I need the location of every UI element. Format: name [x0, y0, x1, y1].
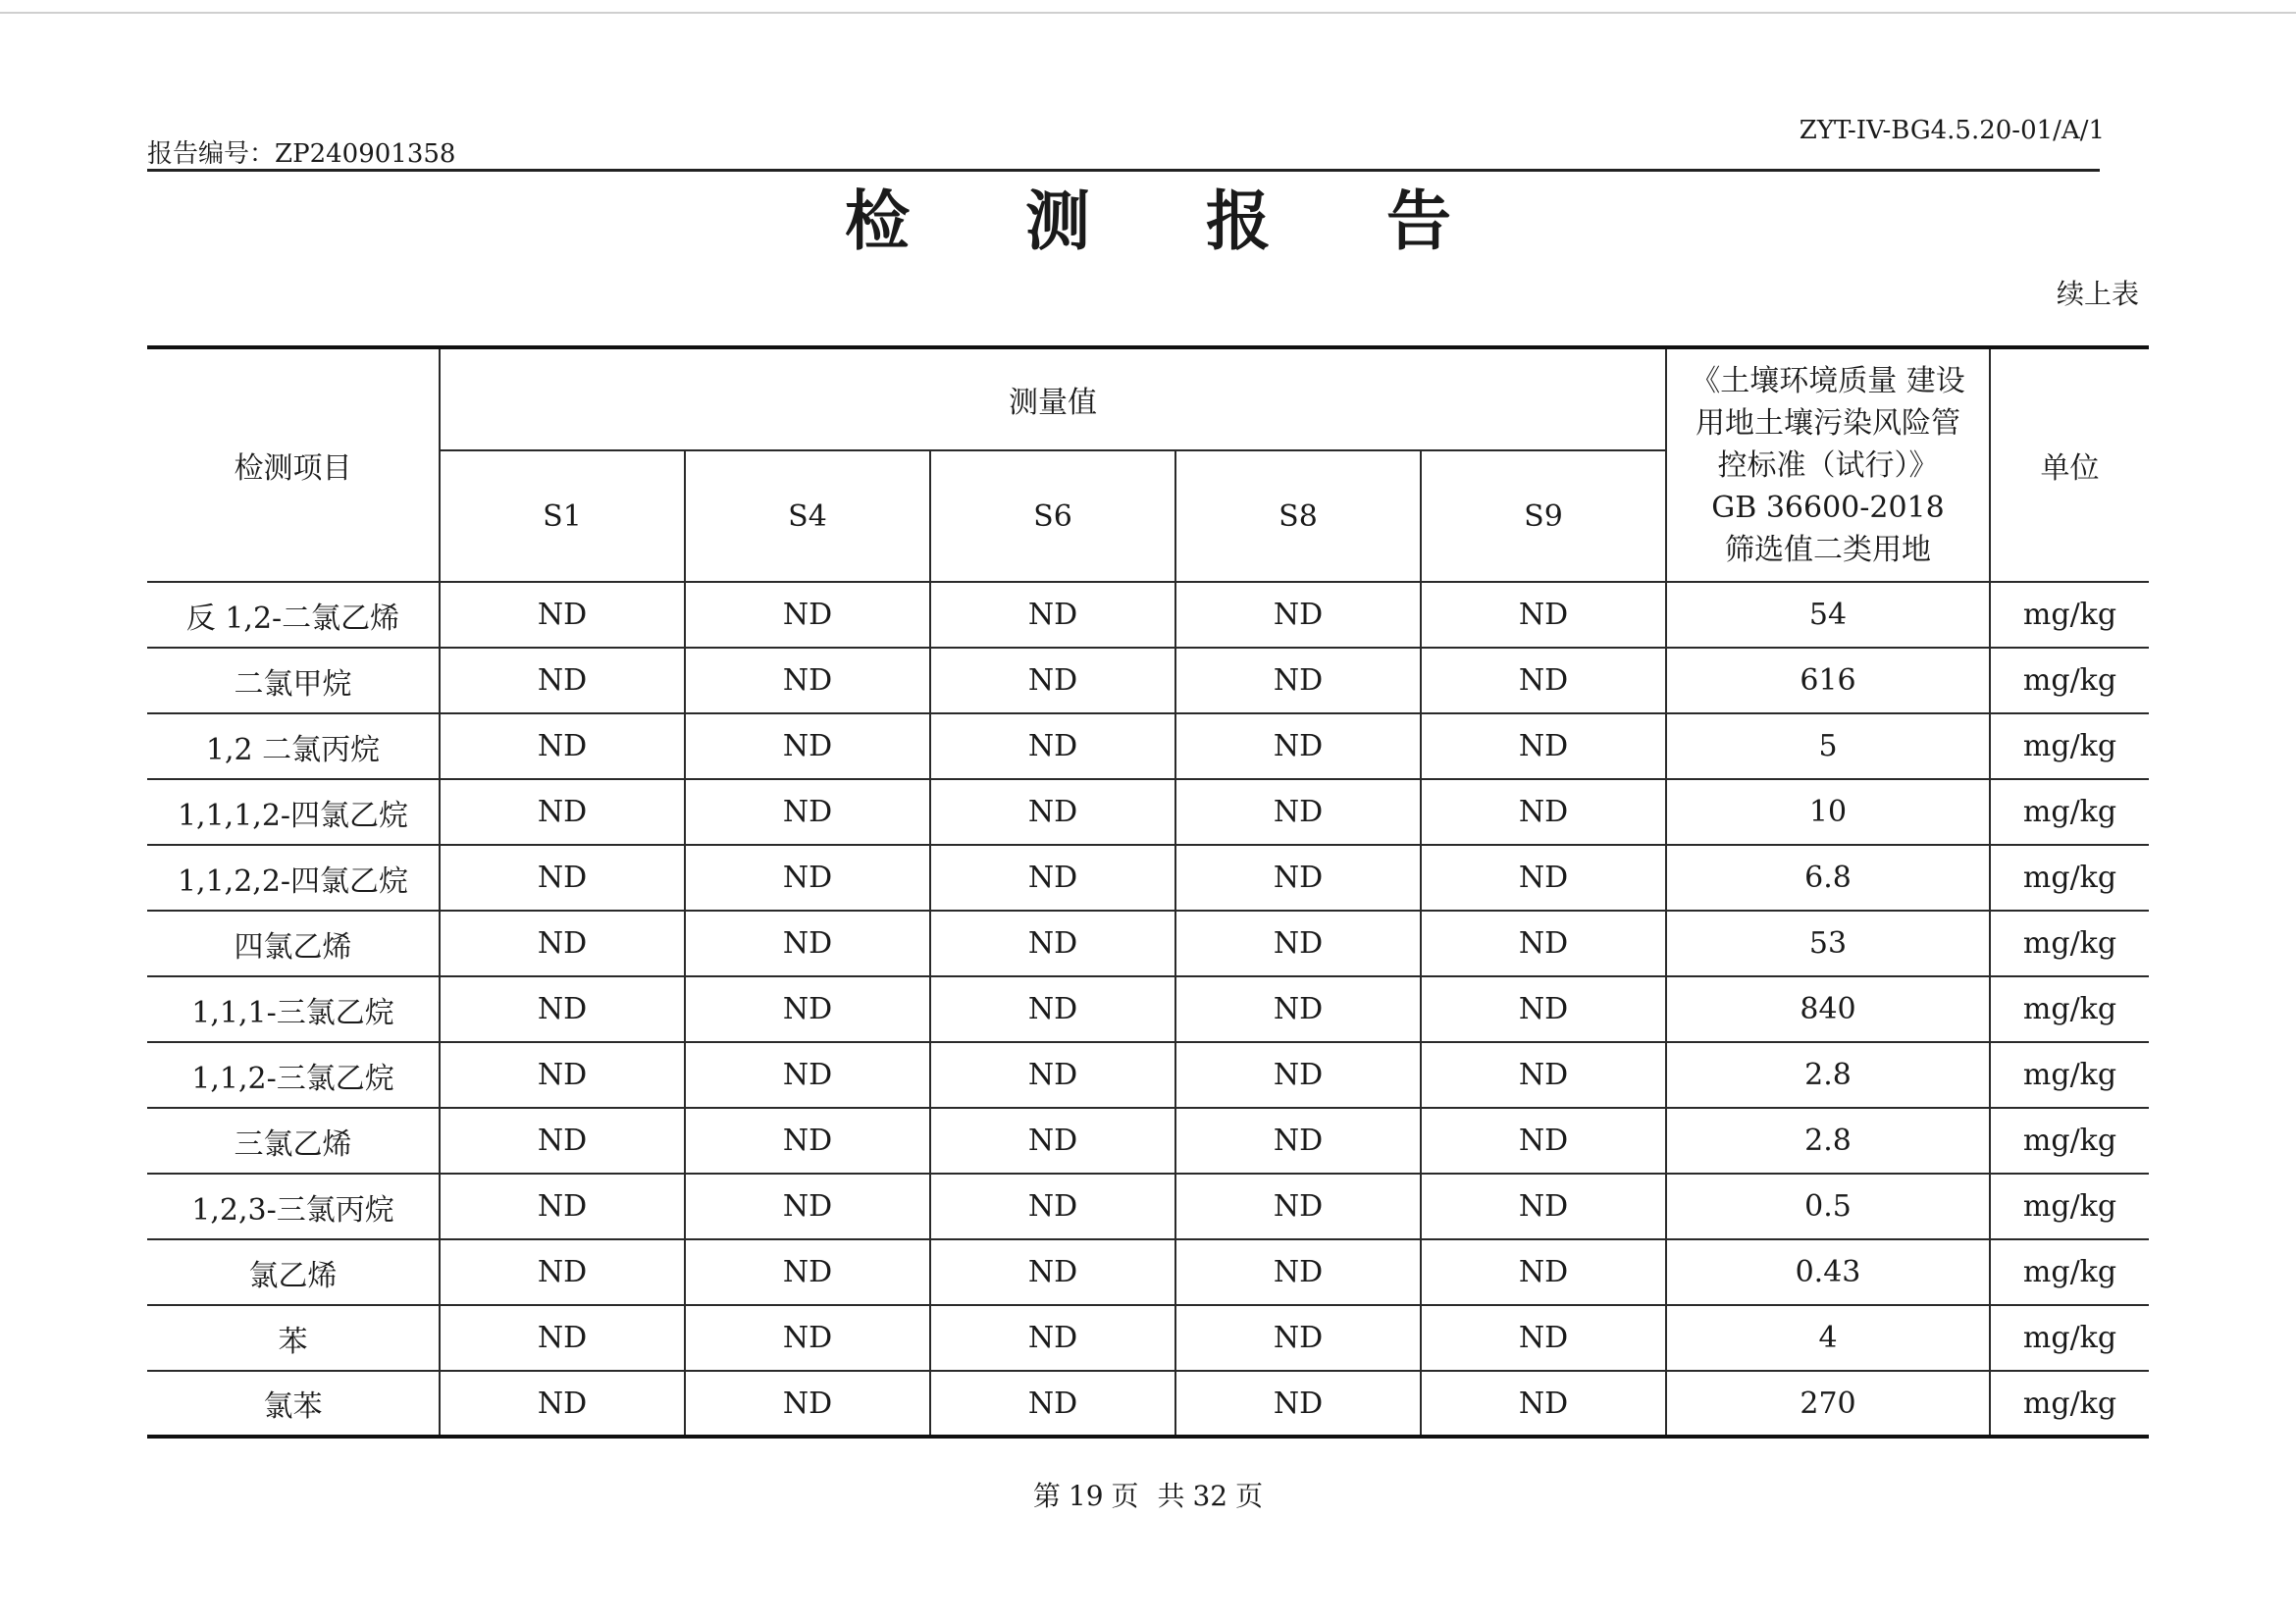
measured-value-cell: ND	[440, 911, 685, 976]
table-row	[147, 845, 2149, 911]
item-cell: 二氯甲烷	[147, 648, 440, 713]
measured-value-cell: ND	[685, 713, 930, 779]
measured-value-cell: ND	[930, 1305, 1175, 1371]
unit-header: 单位	[1990, 347, 2149, 582]
standard-value-cell: 2.8	[1666, 1108, 1990, 1174]
item-cell: 氯乙烯	[147, 1239, 440, 1305]
footer-middle: 页 共	[1111, 1480, 1185, 1512]
sample-header-s9: S9	[1421, 450, 1666, 582]
footer-total-pages: 32	[1192, 1480, 1228, 1512]
measured-value-cell: ND	[685, 1042, 930, 1108]
measured-value-cell: ND	[685, 582, 930, 648]
unit-cell: mg/kg	[1990, 779, 2149, 845]
table-row	[147, 648, 2149, 713]
measured-value-cell: ND	[930, 1108, 1175, 1174]
item-cell: 四氯乙烯	[147, 911, 440, 976]
measured-value-cell: ND	[1175, 1371, 1421, 1437]
measured-value-cell: ND	[440, 1042, 685, 1108]
measured-value-cell: ND	[1421, 1042, 1666, 1108]
item-cell: 1,1,1,2-四氯乙烷	[147, 779, 440, 845]
measured-value-cell: ND	[440, 845, 685, 911]
measured-value-cell: ND	[685, 845, 930, 911]
standard-value-cell: 616	[1666, 648, 1990, 713]
table-row	[147, 1305, 2149, 1371]
results-table	[147, 345, 2149, 1439]
measured-value-cell: ND	[1175, 1239, 1421, 1305]
measured-value-cell: ND	[685, 976, 930, 1042]
sample-header-s6: S6	[930, 450, 1175, 582]
item-cell: 1,2 二氯丙烷	[147, 713, 440, 779]
results-body	[147, 582, 2149, 1437]
measured-value-cell: ND	[440, 1371, 685, 1437]
standard-value-cell: 2.8	[1666, 1042, 1990, 1108]
header-row-1	[147, 347, 2149, 450]
sample-header-s4: S4	[685, 450, 930, 582]
table-row	[147, 911, 2149, 976]
unit-cell: mg/kg	[1990, 1371, 2149, 1437]
measured-value-cell: ND	[440, 582, 685, 648]
measured-value-cell: ND	[1421, 845, 1666, 911]
standard-header-line: 《土壤环境质量 建设	[1691, 363, 1965, 398]
footer-prefix: 第	[1032, 1480, 1061, 1512]
measured-value-cell: ND	[1175, 845, 1421, 911]
standard-value-cell: 840	[1666, 976, 1990, 1042]
measured-value-cell: ND	[930, 713, 1175, 779]
measured-value-cell: ND	[1421, 1371, 1666, 1437]
measured-value-cell: ND	[440, 713, 685, 779]
table-row	[147, 1371, 2149, 1437]
item-cell: 氯苯	[147, 1371, 440, 1437]
item-cell: 苯	[147, 1305, 440, 1371]
measured-value-cell: ND	[1175, 1042, 1421, 1108]
measured-value-cell: ND	[930, 1371, 1175, 1437]
measured-value-cell: ND	[685, 1239, 930, 1305]
unit-cell: mg/kg	[1990, 1042, 2149, 1108]
measured-value-cell: ND	[440, 1174, 685, 1239]
table-row	[147, 976, 2149, 1042]
table-row	[147, 1239, 2149, 1305]
unit-cell: mg/kg	[1990, 1239, 2149, 1305]
item-cell: 1,1,2-三氯乙烷	[147, 1042, 440, 1108]
standard-value-cell: 0.43	[1666, 1239, 1990, 1305]
measured-value-cell: ND	[930, 1042, 1175, 1108]
standard-value-cell: 6.8	[1666, 845, 1990, 911]
table-row	[147, 1108, 2149, 1174]
standard-header-line: 控标准（试行）》	[1717, 447, 1939, 483]
item-cell: 1,2,3-三氯丙烷	[147, 1174, 440, 1239]
unit-cell: mg/kg	[1990, 1174, 2149, 1239]
table-row	[147, 1042, 2149, 1108]
measured-value-cell: ND	[1175, 779, 1421, 845]
standard-value-cell: 53	[1666, 911, 1990, 976]
measured-value-cell: ND	[1175, 911, 1421, 976]
measured-value-cell: ND	[930, 1239, 1175, 1305]
sample-header-s8: S8	[1175, 450, 1421, 582]
measured-value-cell: ND	[1175, 1108, 1421, 1174]
measured-value-cell: ND	[1175, 582, 1421, 648]
standard-header-line: GB 36600-2018	[1711, 490, 1945, 525]
measured-value-cell: ND	[440, 1239, 685, 1305]
measured-value-cell: ND	[930, 976, 1175, 1042]
unit-cell: mg/kg	[1990, 713, 2149, 779]
standard-value-cell: 5	[1666, 713, 1990, 779]
sample-header-s1: S1	[440, 450, 685, 582]
footer-suffix: 页	[1235, 1480, 1264, 1512]
measured-value-cell: ND	[930, 911, 1175, 976]
measured-value-cell: ND	[1175, 1174, 1421, 1239]
measured-value-cell: ND	[685, 911, 930, 976]
measured-value-cell: ND	[440, 976, 685, 1042]
measured-header: 测量值	[440, 347, 1666, 450]
measured-value-cell: ND	[1421, 1174, 1666, 1239]
measured-value-cell: ND	[685, 779, 930, 845]
measured-value-cell: ND	[1421, 976, 1666, 1042]
measured-value-cell: ND	[1421, 1239, 1666, 1305]
standard-header	[1666, 347, 1990, 582]
table-row	[147, 582, 2149, 648]
unit-cell: mg/kg	[1990, 582, 2149, 648]
measured-value-cell: ND	[1175, 713, 1421, 779]
item-cell: 反 1,2-二氯乙烯	[147, 582, 440, 648]
unit-cell: mg/kg	[1990, 845, 2149, 911]
unit-cell: mg/kg	[1990, 1305, 2149, 1371]
measured-value-cell: ND	[1421, 1305, 1666, 1371]
standard-header-line: 筛选值二类用地	[1725, 532, 1931, 567]
standard-value-cell: 10	[1666, 779, 1990, 845]
measured-value-cell: ND	[1421, 1108, 1666, 1174]
measured-value-cell: ND	[930, 582, 1175, 648]
standard-value-cell: 0.5	[1666, 1174, 1990, 1239]
measured-value-cell: ND	[1175, 976, 1421, 1042]
measured-value-cell: ND	[685, 648, 930, 713]
measured-value-cell: ND	[930, 648, 1175, 713]
measured-value-cell: ND	[1421, 911, 1666, 976]
unit-cell: mg/kg	[1990, 1108, 2149, 1174]
measured-value-cell: ND	[930, 845, 1175, 911]
standard-value-cell: 4	[1666, 1305, 1990, 1371]
measured-value-cell: ND	[440, 779, 685, 845]
measured-value-cell: ND	[930, 779, 1175, 845]
measured-value-cell: ND	[685, 1371, 930, 1437]
table-row	[147, 1174, 2149, 1239]
measured-value-cell: ND	[440, 648, 685, 713]
measured-value-cell: ND	[1175, 1305, 1421, 1371]
item-cell: 1,1,1-三氯乙烷	[147, 976, 440, 1042]
item-cell: 三氯乙烯	[147, 1108, 440, 1174]
scan-top-edge	[0, 12, 2296, 14]
standard-value-cell: 54	[1666, 582, 1990, 648]
page-title: 检测报告	[845, 183, 1567, 259]
report-number-value: ZP240901358	[275, 139, 456, 169]
continued-note: 续上表	[2056, 278, 2139, 310]
table-row	[147, 713, 2149, 779]
standard-header-line: 用地土壤污染风险管	[1696, 405, 1960, 441]
measured-value-cell: ND	[1421, 713, 1666, 779]
unit-cell: mg/kg	[1990, 976, 2149, 1042]
measured-value-cell: ND	[685, 1305, 930, 1371]
page-footer	[0, 1475, 2296, 1514]
standard-value-cell: 270	[1666, 1371, 1990, 1437]
document-code: ZYT-IV-BG4.5.20-01/A/1	[1799, 116, 2105, 145]
measured-value-cell: ND	[440, 1108, 685, 1174]
measured-value-cell: ND	[685, 1174, 930, 1239]
item-cell: 1,1,2,2-四氯乙烷	[147, 845, 440, 911]
unit-cell: mg/kg	[1990, 648, 2149, 713]
item-header: 检测项目	[147, 347, 440, 582]
measured-value-cell: ND	[440, 1305, 685, 1371]
measured-value-cell: ND	[1421, 779, 1666, 845]
measured-value-cell: ND	[930, 1174, 1175, 1239]
measured-value-cell: ND	[685, 1108, 930, 1174]
report-number-label: 报告编号：	[147, 139, 276, 169]
measured-value-cell: ND	[1175, 648, 1421, 713]
footer-page-number: 19	[1068, 1480, 1104, 1512]
table-row	[147, 779, 2149, 845]
report-number	[147, 133, 455, 170]
unit-cell: mg/kg	[1990, 911, 2149, 976]
measured-value-cell: ND	[1421, 582, 1666, 648]
measured-value-cell: ND	[1421, 648, 1666, 713]
